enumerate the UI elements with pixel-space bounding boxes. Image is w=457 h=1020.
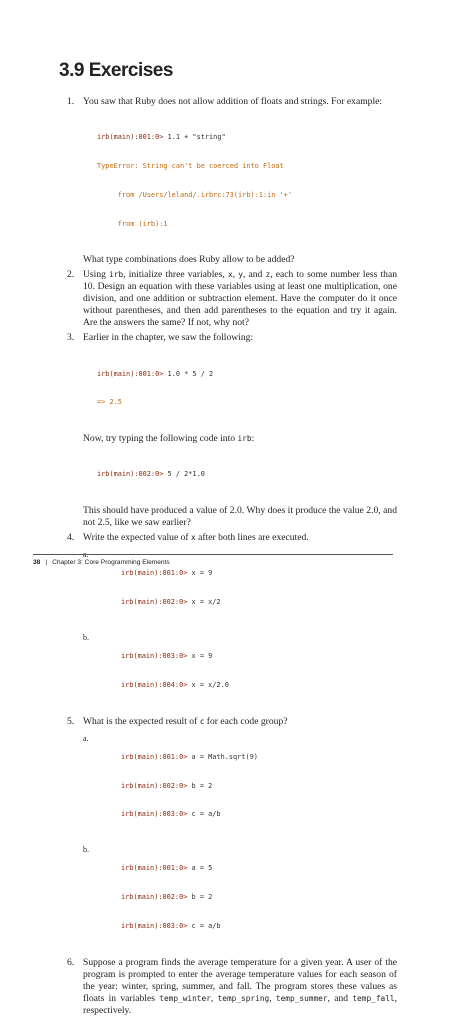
exercise-text: Using irb, initialize three variables, x, y, and z, each to some number less than 10. Design an equation with these variables using at least one multiplication, one division, and one addition or subtraction element. Have the computer do it once without parentheses, and then add parentheses to the equation and try it again. Are the answers the same? If not, why not? bbox=[83, 269, 397, 329]
inline-code: temp_summer bbox=[275, 993, 328, 1003]
code-line: TypeError: String can't be coerced into Float bbox=[97, 161, 284, 170]
code-line: irb(main):001:0> x = 9 bbox=[121, 569, 213, 578]
code-line: irb(main):003:0> x = 9 bbox=[121, 651, 213, 660]
inline-code: temp_spring bbox=[217, 993, 270, 1003]
code-line: from (irb):1 bbox=[97, 219, 168, 228]
subpart-b bbox=[83, 845, 397, 951]
exercise-text: Earlier in the chapter, we saw the following: bbox=[83, 332, 254, 344]
subpart-label: b. bbox=[83, 845, 89, 855]
inline-code: irb bbox=[237, 434, 252, 444]
exercise-6 bbox=[59, 957, 397, 1017]
inline-code: x bbox=[191, 533, 196, 543]
code-block bbox=[121, 633, 397, 710]
inline-code: y bbox=[238, 270, 243, 280]
exercise-text: Suppose a program finds the average temperature for a given year. A user of the program is prompted to enter the average temperature values for each season of the year: winter, spring, summer, and fall. The program stores these values as floats in variables temp_winter, temp_spring, temp_summer, and temp_fall, respectively. bbox=[83, 956, 398, 1016]
code-line: => 2.5 bbox=[97, 398, 122, 407]
exercise-number: 3. bbox=[67, 332, 75, 344]
code-line: from /Users/leland/.irbrc:73(irb):1:in '+' bbox=[97, 190, 292, 199]
code-line: irb(main):001:0> a = Math.sqrt(9) bbox=[121, 752, 258, 761]
code-line: irb(main):004:0> x = x/2.0 bbox=[121, 680, 229, 689]
section-title: 3.9 Exercises bbox=[59, 60, 173, 81]
exercise-3 bbox=[59, 332, 397, 529]
chapter-title: Chapter 3: Core Programming Elements bbox=[52, 559, 170, 566]
inline-code: irb bbox=[109, 270, 124, 280]
exercise-number: 6. bbox=[67, 956, 75, 968]
inline-code: z bbox=[265, 270, 271, 280]
exercise-text: Write the expected value of x after both lines are executed. bbox=[83, 532, 309, 544]
code-line: irb(main):002:0> b = 2 bbox=[121, 893, 213, 902]
code-line: irb(main):001:0> a = 5 bbox=[121, 864, 213, 873]
subpart-label: b. bbox=[83, 632, 89, 642]
page-footer bbox=[33, 559, 170, 566]
subpart-b bbox=[83, 633, 397, 710]
exercise-list bbox=[59, 96, 397, 1017]
code-line: irb(main):001:0> 1.0 * 5 / 2 bbox=[97, 369, 214, 378]
exercise-5 bbox=[59, 716, 397, 951]
exercise-number: 2. bbox=[67, 269, 75, 281]
page-number: 38 bbox=[33, 559, 41, 566]
footer-separator: | bbox=[45, 559, 48, 566]
exercise-content bbox=[59, 96, 397, 1020]
code-line: irb(main):001:0> 1.1 + "string" bbox=[97, 133, 226, 142]
exercise-number: 5. bbox=[67, 715, 75, 727]
exercise-text: You saw that Ruby does not allow addition of floats and strings. For example: bbox=[83, 96, 383, 107]
exercise-text: What is the expected result of c for each code group? bbox=[83, 715, 288, 727]
subpart-label: a. bbox=[83, 550, 89, 560]
inline-code: temp_fall bbox=[352, 993, 395, 1003]
inline-code: c bbox=[199, 716, 205, 726]
code-block bbox=[121, 734, 397, 840]
code-block bbox=[97, 114, 397, 248]
exercise-number: 1. bbox=[67, 96, 75, 107]
exercise-question: What type combinations does Ruby allow to be added? bbox=[83, 254, 295, 266]
exercise-text: Now, try typing the following code into irb: bbox=[83, 433, 255, 445]
code-block bbox=[97, 451, 397, 499]
code-line: irb(main):003:0> c = a/b bbox=[121, 921, 221, 930]
footer-rule bbox=[33, 554, 393, 555]
exercise-number: 4. bbox=[67, 532, 75, 544]
subpart-a bbox=[83, 734, 397, 840]
code-block bbox=[97, 350, 397, 427]
code-line: irb(main):002:0> x = x/2 bbox=[121, 598, 221, 606]
code-line: irb(main):002:0> b = 2 bbox=[121, 781, 213, 790]
exercise-1 bbox=[59, 96, 397, 266]
exercise-2 bbox=[59, 269, 397, 329]
code-block bbox=[121, 845, 397, 951]
exercise-question: This should have produced a value of 2.0. Why does it produce the value 2.0, and not 2.5, like we saw earlier? bbox=[83, 505, 397, 529]
code-line: irb(main):002:0> 5 / 2*1.0 bbox=[97, 470, 205, 479]
code-line: irb(main):003:0> c = a/b bbox=[121, 810, 221, 819]
subpart-label: a. bbox=[83, 733, 89, 743]
inline-code: x bbox=[227, 270, 233, 280]
inline-code: temp_winter bbox=[159, 993, 211, 1003]
